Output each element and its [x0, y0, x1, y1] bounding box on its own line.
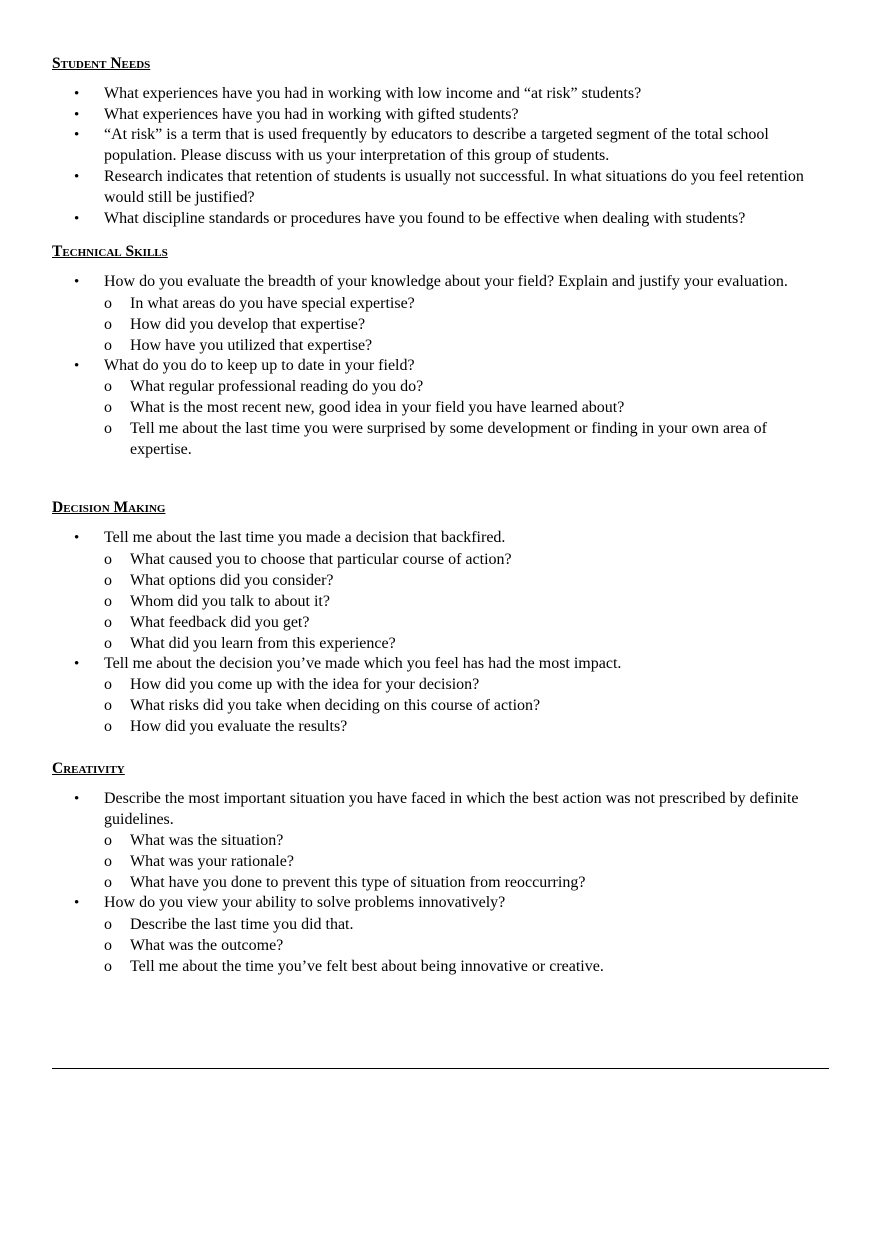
question-text: How do you view your ability to solve problems innovatively?	[104, 894, 506, 912]
question-item	[52, 654, 822, 738]
bullet-icon: •	[74, 357, 80, 374]
question-text: Describe the most important situation you have faced in which the best action was not prescribed by definite guidelines.	[104, 789, 799, 828]
circle-bullet-icon: o	[104, 676, 112, 694]
question-item	[52, 84, 822, 105]
section-heading: Student Needs	[52, 55, 151, 72]
circle-bullet-icon: o	[104, 399, 112, 417]
question-item	[52, 893, 822, 977]
section-technical-skills	[52, 242, 822, 460]
question-text: What experiences have you had in working with low income and “at risk” students?	[104, 84, 642, 102]
question-item	[52, 272, 822, 356]
sub-question-text: What risks did you take when deciding on this course of action?	[130, 697, 541, 715]
sub-question-item	[104, 935, 822, 956]
sub-question-text: What was your rationale?	[130, 853, 294, 871]
sub-question-text: In what areas do you have special expertise?	[130, 294, 415, 312]
sub-question-item	[104, 570, 822, 591]
sub-question-list	[104, 549, 822, 654]
sub-question-list	[104, 376, 822, 460]
sub-question-text: How did you develop that expertise?	[130, 315, 366, 333]
bullet-icon: •	[74, 529, 80, 546]
question-item	[52, 125, 822, 167]
sub-question-item	[104, 956, 822, 977]
question-list	[52, 528, 822, 738]
circle-bullet-icon: o	[104, 634, 112, 652]
sub-question-text: How did you evaluate the results?	[130, 718, 348, 736]
sub-question-text: How have you utilized that expertise?	[130, 336, 373, 354]
sub-question-text: What have you done to prevent this type of situation from reoccurring?	[130, 874, 586, 892]
question-item	[52, 209, 822, 230]
sub-question-text: Describe the last time you did that.	[130, 916, 354, 934]
sub-question-item	[104, 851, 822, 872]
sub-question-text: What was the outcome?	[130, 937, 284, 955]
question-item	[52, 789, 822, 894]
question-list	[52, 272, 822, 461]
bullet-icon: •	[74, 210, 80, 227]
section-heading: Creativity	[52, 760, 125, 777]
bullet-icon: •	[74, 895, 80, 912]
section-student-needs	[52, 54, 822, 229]
section-heading: Technical Skills	[52, 243, 168, 260]
sub-question-text: What regular professional reading do you do?	[130, 378, 424, 396]
circle-bullet-icon: o	[104, 718, 112, 736]
circle-bullet-icon: o	[104, 832, 112, 850]
question-list	[52, 84, 822, 230]
sub-question-text: What caused you to choose that particular course of action?	[130, 550, 512, 568]
circle-bullet-icon: o	[104, 697, 112, 715]
question-item	[52, 356, 822, 461]
circle-bullet-icon: o	[104, 336, 112, 354]
bullet-icon: •	[74, 127, 80, 144]
sub-question-item	[104, 591, 822, 612]
sub-question-item	[104, 376, 822, 397]
section-creativity	[52, 759, 822, 977]
sub-question-item	[104, 674, 822, 695]
bullet-icon: •	[74, 85, 80, 102]
question-text: Tell me about the decision you’ve made which you feel has had the most impact.	[104, 654, 622, 672]
section-heading: Decision Making	[52, 499, 166, 516]
sub-question-item	[104, 612, 822, 633]
circle-bullet-icon: o	[104, 613, 112, 631]
sub-question-text: What feedback did you get?	[130, 613, 310, 631]
circle-bullet-icon: o	[104, 315, 112, 333]
sub-question-list	[104, 830, 822, 893]
sub-question-list	[104, 674, 822, 737]
question-item	[52, 167, 822, 209]
sub-question-item	[104, 830, 822, 851]
circle-bullet-icon: o	[104, 420, 112, 438]
sub-question-item	[104, 549, 822, 570]
sub-question-list	[104, 914, 822, 977]
footer-rule	[52, 1068, 829, 1069]
sub-question-text: What was the situation?	[130, 832, 284, 850]
circle-bullet-icon: o	[104, 853, 112, 871]
question-text: Tell me about the last time you made a decision that backfired.	[104, 528, 506, 546]
circle-bullet-icon: o	[104, 958, 112, 976]
circle-bullet-icon: o	[104, 378, 112, 396]
sub-question-item	[104, 314, 822, 335]
sub-question-text: Whom did you talk to about it?	[130, 592, 330, 610]
circle-bullet-icon: o	[104, 916, 112, 934]
section-decision-making	[52, 498, 822, 737]
circle-bullet-icon: o	[104, 294, 112, 312]
sub-question-item	[104, 418, 822, 460]
question-item	[52, 105, 822, 126]
sub-question-text: What did you learn from this experience?	[130, 634, 396, 652]
question-text: What discipline standards or procedures have you found to be effective when dealing with students?	[104, 209, 746, 227]
sub-question-item	[104, 633, 822, 654]
sub-question-text: What is the most recent new, good idea in your field you have learned about?	[130, 399, 625, 417]
sub-question-item	[104, 293, 822, 314]
sub-question-item	[104, 914, 822, 935]
sub-question-item	[104, 397, 822, 418]
bullet-icon: •	[74, 655, 80, 672]
question-text: “At risk” is a term that is used frequently by educators to describe a targeted segment of the total school population. Please discuss with us your interpretation of this group of students.	[104, 126, 769, 165]
sub-question-text: Tell me about the last time you were surprised by some development or finding in your own area of expertise.	[130, 420, 767, 459]
bullet-icon: •	[74, 106, 80, 123]
sub-question-item	[104, 716, 822, 737]
question-text: How do you evaluate the breadth of your knowledge about your field? Explain and justify your evaluation.	[104, 272, 788, 290]
sub-question-item	[104, 872, 822, 893]
circle-bullet-icon: o	[104, 937, 112, 955]
question-text: Research indicates that retention of students is usually not successful. In what situations do you feel retention would still be justified?	[104, 167, 804, 206]
question-list	[52, 789, 822, 977]
sub-question-item	[104, 335, 822, 356]
bullet-icon: •	[74, 790, 80, 807]
bullet-icon: •	[74, 273, 80, 290]
sub-question-list	[104, 293, 822, 356]
sub-question-text: How did you come up with the idea for your decision?	[130, 676, 480, 694]
sub-question-text: Tell me about the time you’ve felt best about being innovative or creative.	[130, 958, 604, 976]
question-text: What experiences have you had in working with gifted students?	[104, 105, 519, 123]
circle-bullet-icon: o	[104, 550, 112, 568]
bullet-icon: •	[74, 168, 80, 185]
sub-question-text: What options did you consider?	[130, 571, 334, 589]
sub-question-item	[104, 695, 822, 716]
circle-bullet-icon: o	[104, 592, 112, 610]
circle-bullet-icon: o	[104, 874, 112, 892]
question-item	[52, 528, 822, 654]
question-text: What do you do to keep up to date in your field?	[104, 356, 415, 374]
circle-bullet-icon: o	[104, 571, 112, 589]
